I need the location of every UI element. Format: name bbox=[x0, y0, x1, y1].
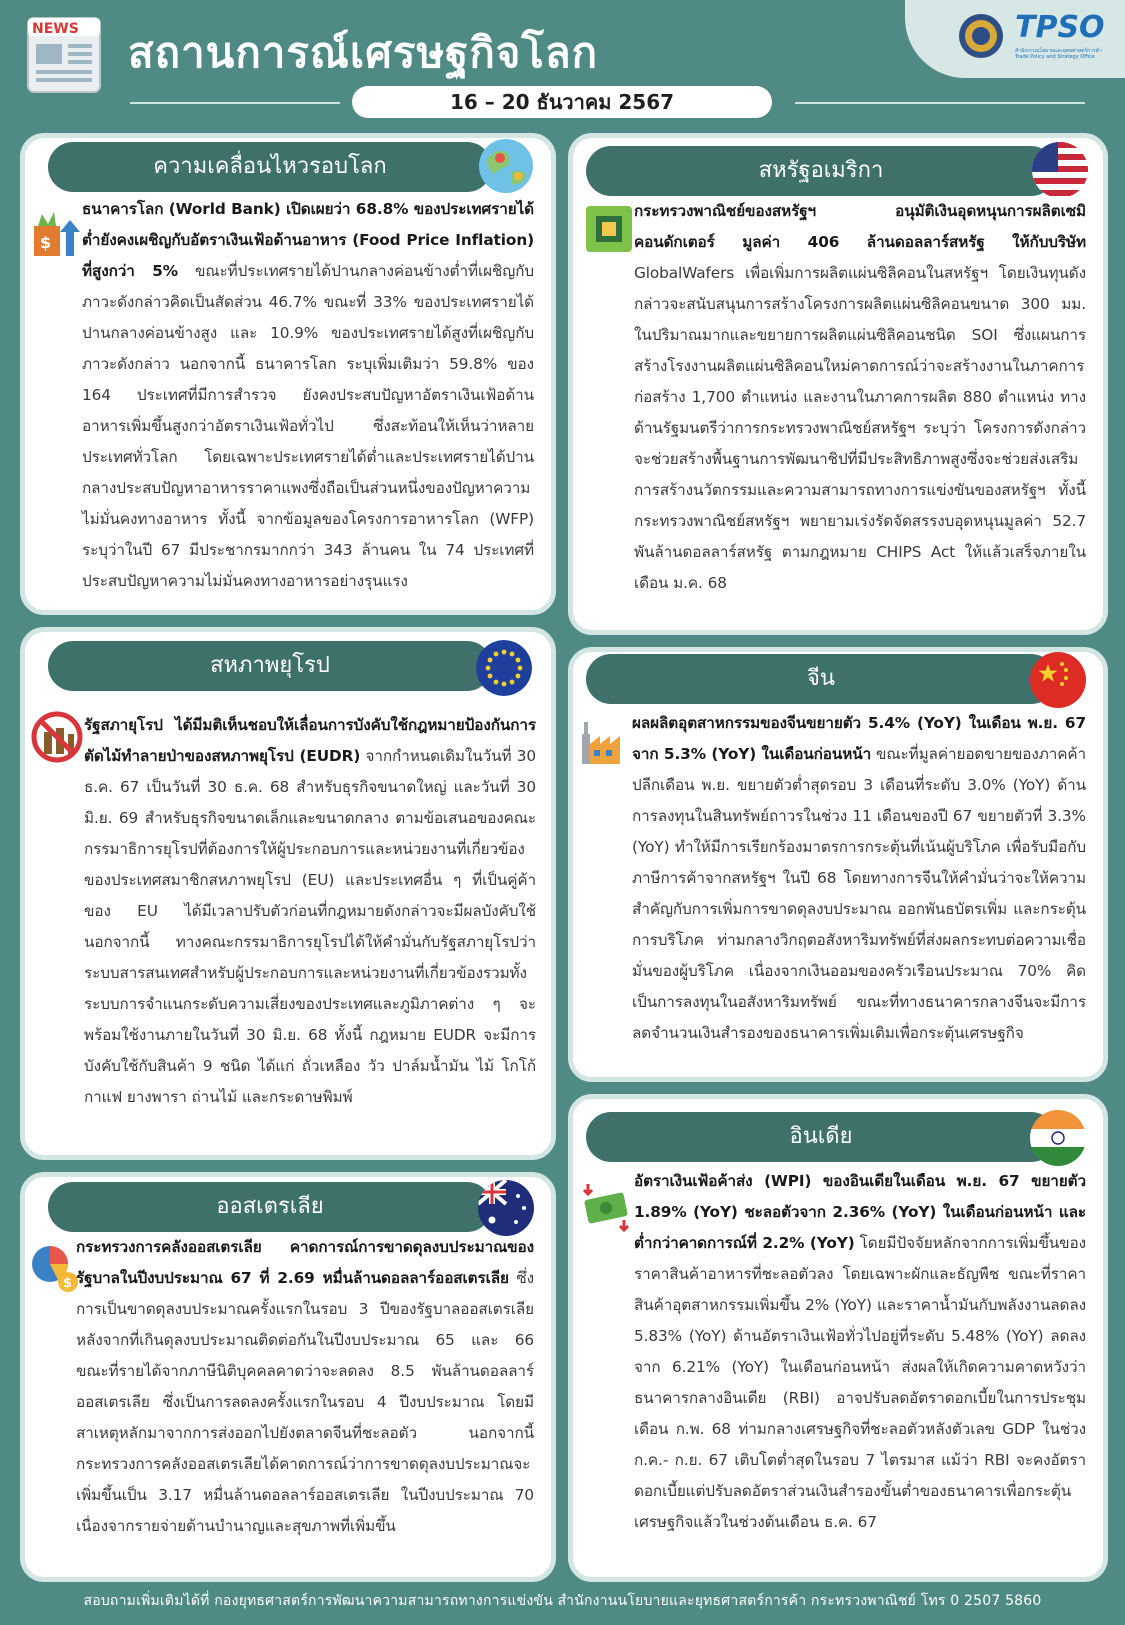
globe-map-icon bbox=[478, 138, 534, 194]
section-title-eu: สหภาพยุโรป bbox=[48, 641, 492, 691]
date-range: 16 – 20 ธันวาคม 2567 bbox=[352, 86, 772, 118]
ministry-seal-icon bbox=[957, 12, 1005, 60]
section-body-india bbox=[634, 1166, 1086, 1538]
section-text-china: ขณะที่มูลค่ายอดขายของภาคค้าปลีกเดือน พ.ย. ขยายตัวต่ำสุดรอบ 3 เดือนที่ระดับ 3.0% (YoY) ด้านการลงทุนในสินทรัพย์ถาวรในช่วง 11 เดือนของปี 67 ขยายตัวที่ 3.3% (YoY) ทำให้มีการเรียกร้องมาตรการกระตุ้นที่เน้นผู้บริโภค เพื่อรับมือกับภาษีการค้าจากสหรัฐฯ ในปี 68 โดยทางการจีนให้คำมั่นว่าจะให้ความสำคัญกับการเพิ่มการขาดดุลงบประมาณ ออกพันธบัตรเพิ่ม และกระตุ้นการบริโภค ท่ามกลางวิกฤตอสังหาริมทรัพย์ที่ส่งผลกระทบต่อความเชื่อมั่นของผู้บริโภค เนื่องจากเงินออมของครัวเรือนประมาณ 70% คิดเป็นการลงทุนในอสังหาริมทรัพย์ ขณะที่ทางธนาคารกลางจีนจะมีการลดจำนวนเงินสำรองของธนาคารเพิ่มเติมเพื่อกระตุ้นเศรษฐกิจ bbox=[632, 745, 1086, 1042]
section-title-world: ความเคลื่อนไหวรอบโลก bbox=[48, 142, 492, 192]
news-label: NEWS bbox=[32, 21, 79, 37]
usa-flag-icon bbox=[1032, 142, 1088, 198]
section-body-usa bbox=[634, 196, 1086, 599]
footer-contact: สอบถามเพิ่มเติมได้ที่ กองยุทธศาสตร์การพัฒนาความสามารถทางการแข่งขัน สำนักงานนโยบายและยุทธศาสตร์การค้า กระทรวงพาณิชย์ โทร 0 2507 5860 bbox=[83, 1593, 1042, 1609]
newspaper-icon bbox=[22, 14, 106, 96]
section-body-china bbox=[632, 708, 1086, 1049]
section-lead-china: ผลผลิตอุตสาหกรรมของจีนขยายตัว 5.4% (YoY) ในเดือน พ.ย. 67 จาก 5.3% (YoY) ในเดือนก่อนหน้า bbox=[632, 714, 1086, 763]
section-title-china: จีน bbox=[586, 654, 1056, 704]
section-text-australia: ซึ่งการเป็นขาดดุลงบประมาณครั้งแรกในรอบ 3 ปีของรัฐบาลออสเตรเลียหลังจากที่เกินดุลงบประมาณติดต่อกันในปีงบประมาณ 65 และ 66 ขณะที่รายได้จากภาษีนิติบุคคลคาดว่าจะลดลง 8.5 พันล้านดอลลาร์ออสเตรเลีย ซึ่งเป็นการลดลงครั้งแรกในรอบ 4 ปีงบประมาณ โดยมีสาเหตุหลักมาจากการส่งออกไปยังตลาดจีนที่ชะลอตัว นอกจากนี้ กระทรวงการคลังออสเตรเลียได้คาดการณ์ว่าการขาดดุลงบประมาณจะเพิ่มขึ้นเป็น 3.17 หมื่นล้านดอลลาร์ออสเตรเลีย ในปีงบประมาณ 70 เนื่องจากรายจ่ายด้านบำนาญและสุขภาพที่เพิ่มขึ้น bbox=[76, 1269, 534, 1535]
date-divider-left bbox=[130, 102, 340, 104]
section-lead-world: ธนาคารโลก (World Bank) เปิดเผยว่า 68.8% ของประเทศรายได้ต่ำยังคงเผชิญกับอัตราเงินเฟ้อด้านอาหาร (Food Price Inflation) ที่สูงกว่า 5% bbox=[82, 200, 534, 280]
section-text-eu: จากกำหนดเดิมในวันที่ 30 ธ.ค. 67 เป็นวันที่ 30 ธ.ค. 68 สำหรับธุรกิจขนาดใหญ่ และวันที่ 30 มิ.ย. 69 สำหรับธุรกิจขนาดเล็กและขนาดกลาง ตามข้อเสนอของคณะกรรมาธิการยุโรปที่ต้องการให้ผู้ประกอบการและหน่วยงานที่เกี่ยวข้องของประเทศสมาชิกสหภาพยุโรป (EU) และประเทศอื่น ๆ ที่เป็นคู่ค้าของ EU ได้มีเวลาปรับตัวก่อนที่กฎหมายดังกล่าวจะมีผลบังคับใช้ นอกจากนี้ ทางคณะกรรมาธิการยุโรปได้ให้คำมั่นกับรัฐสภายุโรปว่าระบบสารสนเทศสำหรับผู้ประกอบการและหน่วยงานที่เกี่ยวข้องรวมทั้งระบบการจำแนกระดับความเสี่ยงของประเทศและภูมิภาคต่าง ๆ จะพร้อมใช้งานภายในวันที่ 30 มิ.ย. 68 ทั้งนี้ กฎหมาย EUDR จะมีการบังคับใช้กับสินค้า 9 ชนิด ได้แก่ ถั่วเหลือง วัว ปาล์มน้ำมัน ไม้ โกโก้ กาแฟ ยางพารา ถ่านไม้ และกระดาษพิมพ์ bbox=[84, 747, 536, 1106]
money-inflation-icon bbox=[580, 1180, 634, 1234]
section-title-india: อินเดีย bbox=[586, 1112, 1056, 1162]
section-lead-australia: กระทรวงการคลังออสเตรเลีย คาดการณ์การขาดดุลงบประมาณของรัฐบาลในปีงบประมาณ 67 ที่ 2.69 หมื่นล้านดอลลาร์ออสเตรเลีย bbox=[76, 1238, 534, 1287]
section-lead-usa: กระทรวงพาณิชย์ของสหรัฐฯ อนุมัติเงินอุดหนุนการผลิตเซมิคอนดักเตอร์ มูลค่า 406 ล้านดอลลาร์สหรัฐ ให้กับบริษัท bbox=[634, 202, 1086, 251]
tpso-logo: TPSO bbox=[1015, 10, 1105, 45]
section-text-usa: GlobalWafers เพื่อเพิ่มการผลิตแผ่นซิลิคอนในสหรัฐฯ โดยเงินทุนดังกล่าวจะสนับสนุนการสร้างโครงการผลิตแผ่นซิลิคอนขนาด 300 มม. ในปริมาณมากและขยายการผลิตแผ่นซิลิคอนชนิด SOI ซึ่งแผนการสร้างโรงงานผลิตแผ่นซิลิคอนใหม่คาดการณ์ว่าจะสร้างงานในภาคการก่อสร้าง 1,700 ตำแหน่ง และงานในภาคการผลิต 880 ตำแหน่ง ทางด้านรัฐมนตรีว่าการกระทรวงพาณิชย์สหรัฐฯ ระบุว่า โครงการดังกล่าวจะช่วยสร้างพื้นฐานการพัฒนาชิปที่มีประสิทธิภาพสูงซึ่งจะช่วยส่งเสริมการสร้างนวัตกรรมและความสามารถทางการแข่งขันของสหรัฐฯ ทั้งนี้ กระทรวงพาณิชย์สหรัฐฯ พยายามเร่งรัดจัดสรรงบอุดหนุนมูลค่า 52.7 พันล้านดอลลาร์สหรัฐ ตามกฎหมาย CHIPS Act ให้แล้วเสร็จภายในเดือน ม.ค. 68 bbox=[634, 264, 1086, 592]
date-divider-right bbox=[795, 102, 1085, 104]
section-title-usa: สหรัฐอเมริกา bbox=[586, 146, 1056, 196]
australia-flag-icon bbox=[478, 1180, 534, 1236]
no-deforestation-icon bbox=[30, 710, 84, 764]
svg-text:$: $ bbox=[63, 1276, 73, 1291]
section-text-india: โดยมีปัจจัยหลักจากการเพิ่มขึ้นของราคาสินค้าอาหารที่ชะลอตัวลง โดยเฉพาะผักและธัญพืช ขณะที่ราคาสินค้าอุตสาหกรรมเพิ่มขึ้น 2% (YoY) และราคาน้ำมันกับพลังงานลดลง 5.83% (YoY) ด้านอัตราเงินเฟ้อทั่วไปอยู่ที่ระดับ 5.48% (YoY) ลดลงจาก 6.21% (YoY) ในเดือนก่อนหน้า ส่งผลให้เกิดความคาดหวังว่าธนาคารกลางอินเดีย (RBI) อาจปรับลดอัตราดอกเบี้ยในการประชุมเดือน ก.พ. 68 ท่ามกลางเศรษฐกิจที่ชะลอตัวหลังตัวเลข GDP ในช่วง ก.ค.- ก.ย. 67 เติบโตต่ำสุดในรอบ 7 ไตรมาส แม้ว่า RBI จะคงอัตราดอกเบี้ยแต่ปรับลดอัตราส่วนเงินสำรองขั้นต่ำของธนาคารเพื่อกระตุ้นเศรษฐกิจแล้วในช่วงต้นเดือน ธ.ค. 67 bbox=[634, 1234, 1086, 1531]
eu-flag-icon bbox=[476, 640, 532, 696]
section-body-eu bbox=[84, 710, 536, 1113]
logo-area bbox=[905, 0, 1125, 78]
factory-icon bbox=[578, 714, 632, 768]
section-text-world: ขณะที่ประเทศรายได้ปานกลางค่อนข้างต่ำที่เผชิญกับภาวะดังกล่าวคิดเป็นสัดส่วน 46.7% ขณะที่ 33% ของประเทศรายได้ปานกลางค่อนข้างสูง และ 10.9% ของประเทศรายได้สูงที่เผชิญกับภาวะดังกล่าว นอกจากนี้ ธนาคารโลก ระบุเพิ่มเติมว่า 59.8% ของ 164 ประเทศที่มีการสำรวจ ยังคงประสบปัญหาอัตราเงินเฟ้อด้านอาหารเพิ่มขึ้นสูงกว่าอัตราเงินเฟ้อทั่วไป ซึ่งสะท้อนให้เห็นว่าหลายประเทศทั่วโลก โดยเฉพาะประเทศรายได้ต่ำและประเทศรายได้ปานกลางประสบปัญหาอาหารราคาแพงซึ่งถือเป็นส่วนหนึ่งของปัญหาความไม่มั่นคงทางอาหาร ทั้งนี้ จากข้อมูลของโครงการอาหารโลก (WFP) ระบุว่าในปี 67 มีประชากรมากกว่า 343 ล้านคน ใน 74 ประเทศที่ประสบปัญหาความไม่มั่นคงทางอาหารอย่างรุนแรง bbox=[82, 262, 534, 590]
budget-chart-icon bbox=[28, 1240, 82, 1294]
section-body-world bbox=[82, 194, 534, 597]
india-flag-icon bbox=[1030, 1110, 1086, 1166]
section-title-australia: ออสเตรเลีย bbox=[48, 1182, 492, 1232]
section-body-australia bbox=[76, 1232, 534, 1542]
page-header bbox=[0, 0, 1125, 120]
section-lead-eu: รัฐสภายุโรป ได้มีมติเห็นชอบให้เลื่อนการบังคับใช้กฎหมายป้องกันการตัดไม้ทำลายป่าของสหภาพยุโรป (EUDR) bbox=[84, 716, 536, 765]
tpso-subtitle: สำนักงานนโยบายและยุทธศาสตร์การค้า Trade Policy and Strategy Office bbox=[1015, 48, 1102, 60]
section-lead-india: อัตราเงินเฟ้อค้าส่ง (WPI) ของอินเดียในเดือน พ.ย. 67 ขยายตัว 1.89% (YoY) ชะลอตัวจาก 2.36% (YoY) ในเดือนก่อนหน้า และต่ำกว่าคาดการณ์ที่ 2.2% (YoY) bbox=[634, 1172, 1086, 1252]
china-flag-icon bbox=[1030, 652, 1086, 708]
svg-text:$: $ bbox=[40, 233, 52, 252]
microchip-icon bbox=[582, 202, 636, 256]
grocery-bag-icon bbox=[28, 208, 82, 262]
page-title: สถานการณ์เศรษฐกิจโลก bbox=[128, 28, 599, 77]
